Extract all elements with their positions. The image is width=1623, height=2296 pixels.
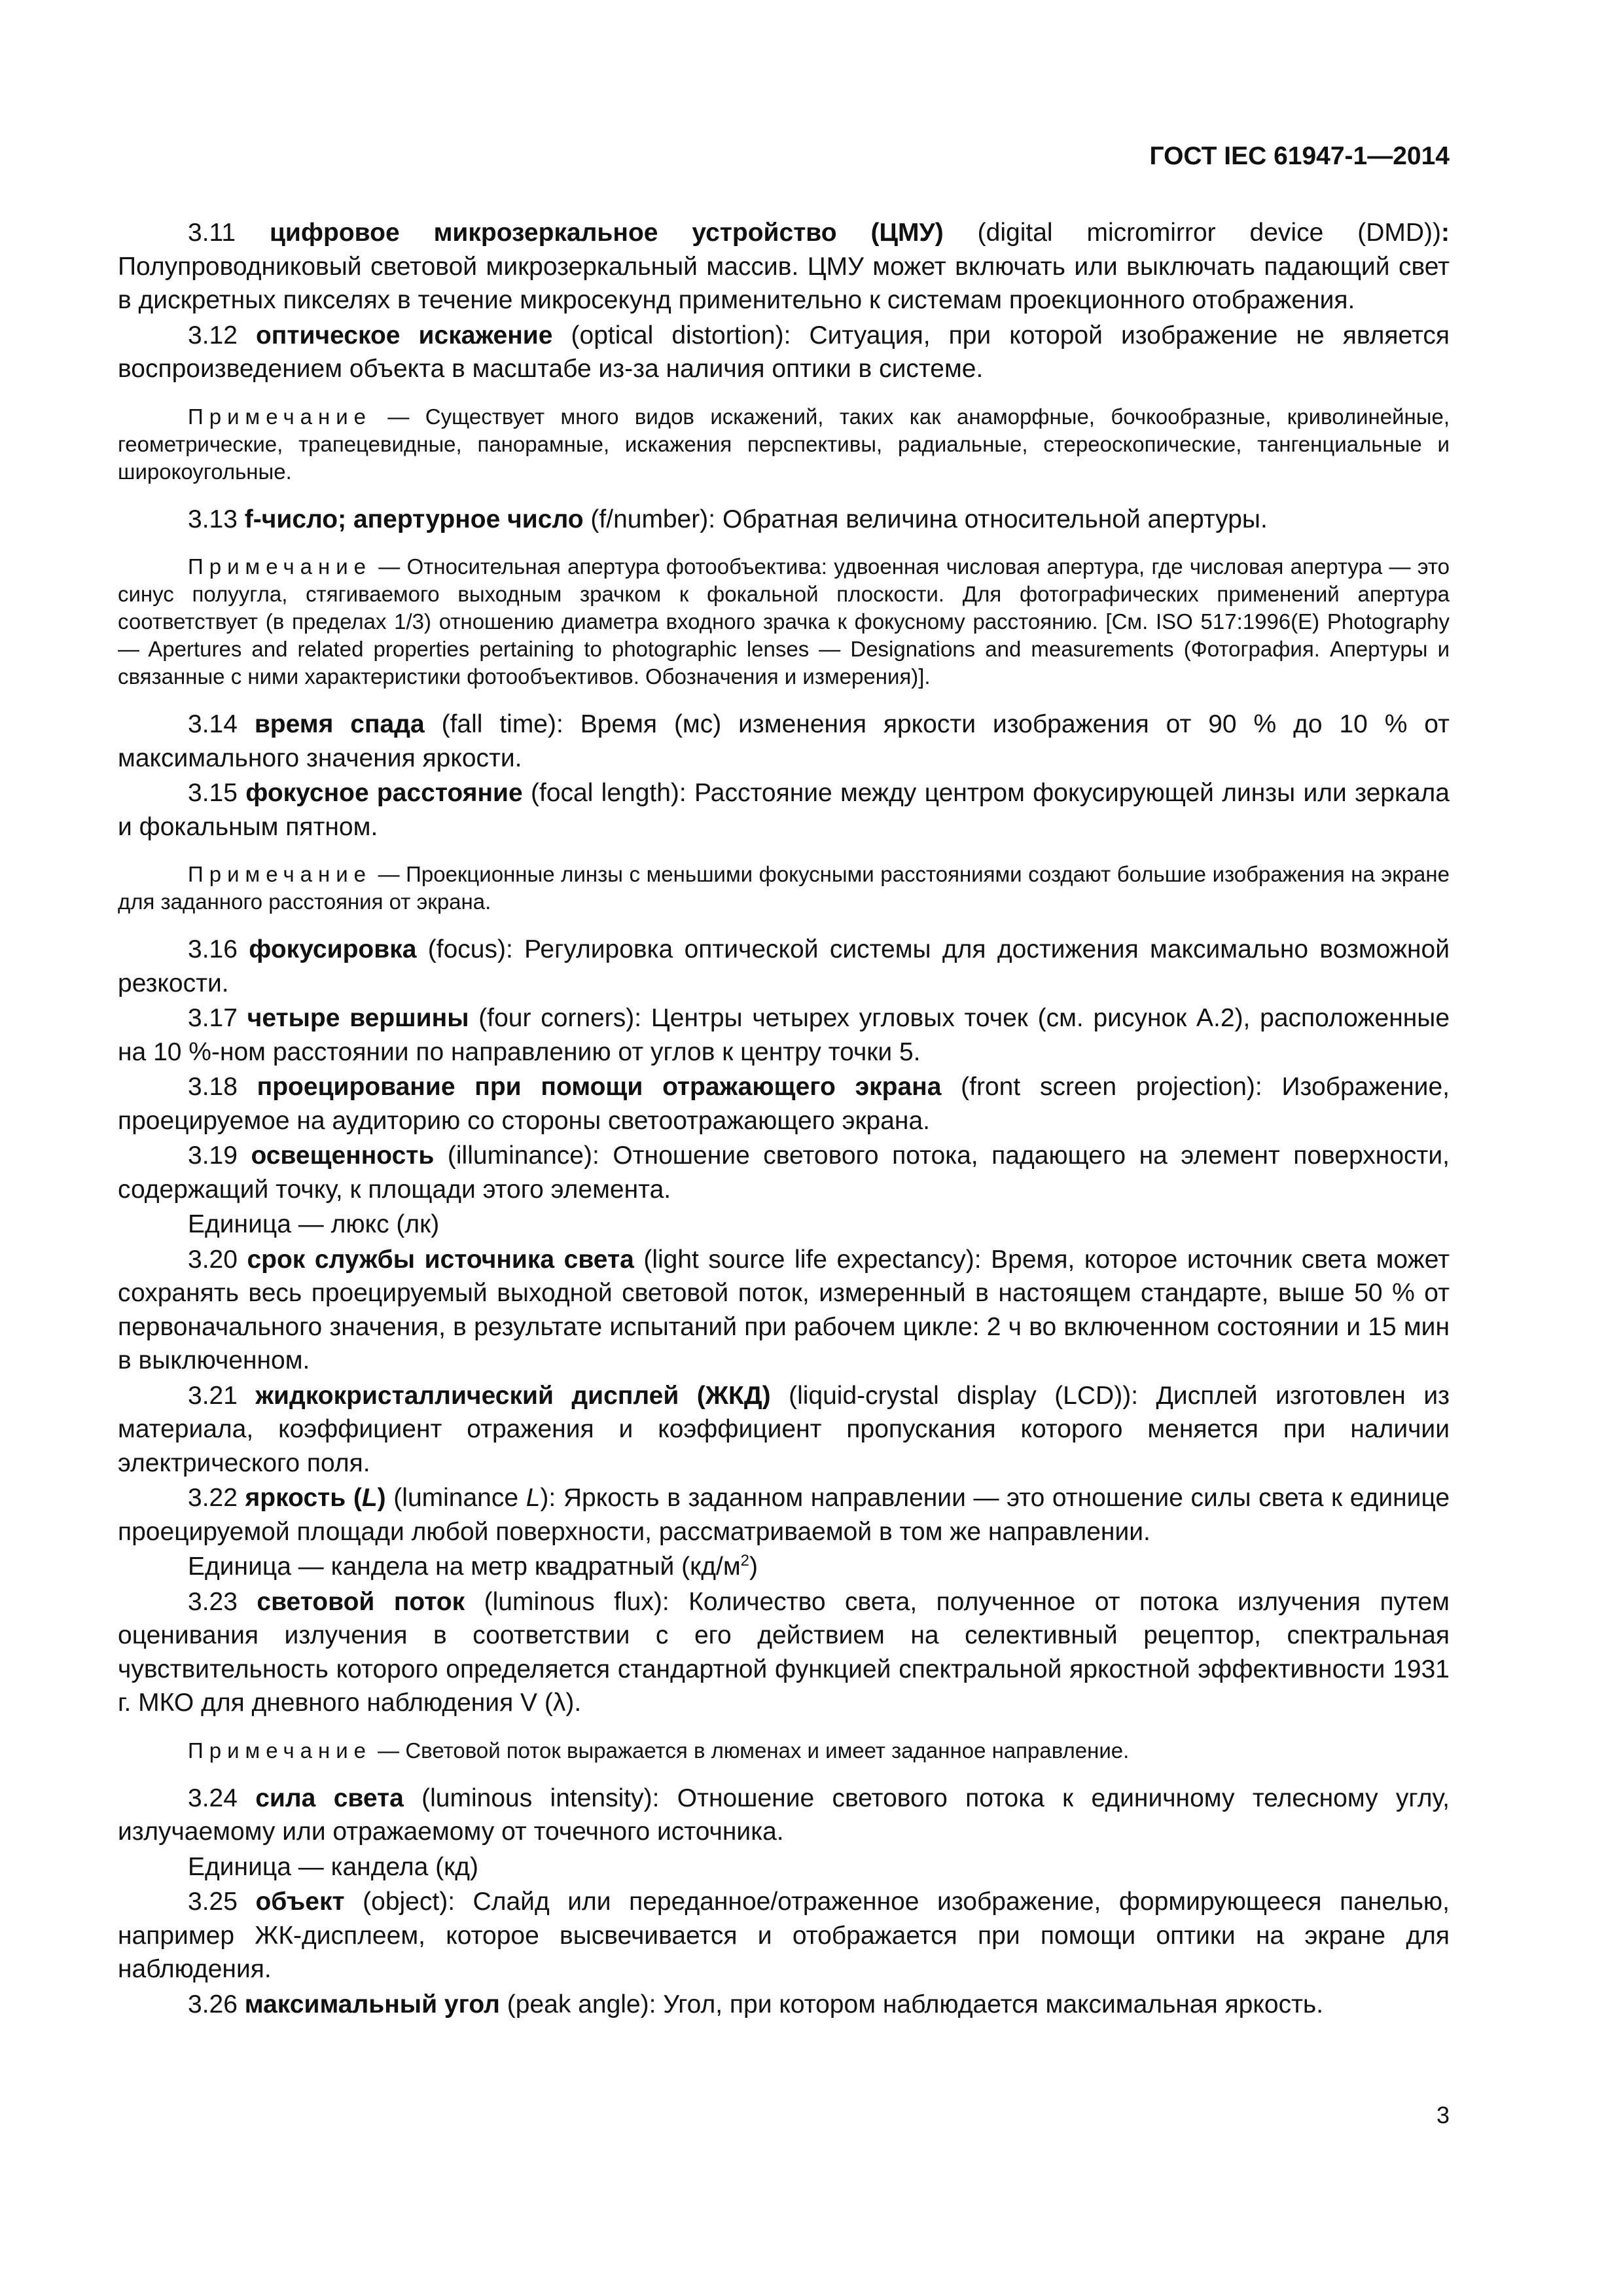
- note-label: Примечание: [188, 554, 372, 579]
- term-title: проецирование при помощи отражающего экрана: [257, 1073, 942, 1101]
- term-number: 3.14: [188, 710, 238, 738]
- term-number: 3.23: [188, 1587, 238, 1616]
- term-definition: : Угол, при котором наблюдается максимальная яркость.: [649, 1990, 1324, 2018]
- unit-3-22: [118, 1550, 1450, 1584]
- term-definition: : Время (мс) изменения яркости изображения от 90 % до 10 % от максимального значения яркости.: [118, 710, 1450, 772]
- term-number: 3.12: [188, 321, 238, 350]
- term-3-21: [118, 1379, 1450, 1480]
- term-3-26: [118, 1988, 1450, 2022]
- term-english: (light source life expectancy): [643, 1245, 974, 1274]
- term-title: срок службы источника света: [247, 1245, 634, 1274]
- note-text: — Относительная апертура фотообъектива: удвоенная числовая апертура, где числовая апертура — это синус полуугла, стягиваемого выходным зрачком к фокальной плоскости. Для фотографических применений апертура соответствует (в пределах 1/3) отношению диаметра входного зрачка к фокусному расстоянию. [См. ISO 517:1996(E) Photography — Apertures and related properties pertaining to photographic lenses — Designations and measurements (Фотография. Апертуры и связанные с ними характеристики фотообъективов. Обозначения и измерения)].: [118, 554, 1450, 689]
- term-definition: : Ситуация, при которой изображение не является воспроизведением объекта в масштабе из-за наличия оптики в системе.: [118, 321, 1450, 383]
- term-title: фокусное расстояние: [245, 779, 523, 807]
- term-title-symbol: L: [361, 1484, 378, 1512]
- term-english: (object): [363, 1888, 448, 1916]
- term-number: 3.20: [188, 1245, 238, 1274]
- term-number: 3.24: [188, 1784, 238, 1812]
- term-title: время спада: [254, 710, 425, 738]
- term-title: максимальный угол: [244, 1990, 500, 2018]
- term-definition: : Расстояние между центром фокусирующей линзы или зеркала и фокальным пятном.: [118, 779, 1450, 841]
- term-definition: : Слайд или переданное/отраженное изображение, формирующееся панелью, например ЖК-дисплеем, которое высвечивается и отображается при помощи оптики на экране для наблюдения.: [118, 1888, 1450, 1983]
- term-definition: : Регулировка оптической системы для достижения максимально возможной резкости.: [118, 935, 1450, 997]
- term-number: 3.26: [188, 1990, 238, 2018]
- term-title: цифровое микрозеркальное устройство (ЦМУ): [269, 219, 944, 247]
- term-english-symbol: L: [526, 1484, 541, 1512]
- unit-text: Единица — кандела на метр квадратный (кд/м: [188, 1552, 741, 1581]
- term-3-19: [118, 1139, 1450, 1206]
- note-3-15: [118, 861, 1450, 916]
- unit-superscript: 2: [740, 1552, 749, 1570]
- term-english: (peak angle): [507, 1990, 649, 2018]
- term-colon: :: [1441, 219, 1450, 247]
- term-definition: : Обратная величина относительной апертуры.: [708, 505, 1268, 533]
- term-english: (digital micromirror device (DMD)): [977, 219, 1441, 247]
- term-english: (focal length): [531, 779, 679, 807]
- note-text: — Световой поток выражается в люменах и имеет заданное направление.: [372, 1738, 1130, 1763]
- term-3-11: [118, 216, 1450, 317]
- term-english: (luminous flux): [484, 1587, 662, 1616]
- term-3-25: [118, 1885, 1450, 1986]
- term-title: объект: [255, 1888, 345, 1916]
- term-definition: : Время, которое источник света может сохранять весь проецируемый выходной световой поток, измеренный в настоящем стандарте, выше 50 % от первоначального значения, в результате испытаний при рабочем цикле: 2 ч во включенном состоянии и 15 мин в выключенном.: [118, 1245, 1450, 1374]
- term-definition: : Изображение, проецируемое на аудиторию со стороны светоотражающего экрана.: [118, 1073, 1450, 1135]
- term-3-23: [118, 1585, 1450, 1720]
- term-number: 3.13: [188, 505, 238, 533]
- note-label: Примечание: [188, 862, 372, 886]
- term-3-24: [118, 1782, 1450, 1849]
- term-definition: : Отношение светового потока к единичному телесному углу, излучаемому или отражаемому от точечного источника.: [118, 1784, 1450, 1846]
- term-english-part: ): [540, 1484, 549, 1512]
- term-title: f-число; апертурное число: [244, 505, 584, 533]
- term-number: 3.21: [188, 1381, 238, 1410]
- term-title: сила света: [255, 1784, 404, 1812]
- note-3-13: [118, 553, 1450, 691]
- term-english: (f/number): [590, 505, 709, 533]
- term-number: 3.22: [188, 1484, 238, 1512]
- term-3-17: [118, 1001, 1450, 1069]
- term-title: жидкокристаллический дисплей (ЖКД): [255, 1381, 771, 1410]
- term-title-part: ): [377, 1484, 386, 1512]
- term-definition: : Дисплей изготовлен из материала, коэффициент отражения и коэффициент пропускания которого меняется при наличии электрического поля.: [118, 1381, 1450, 1477]
- term-number: 3.18: [188, 1073, 238, 1101]
- term-title: освещенность: [251, 1141, 435, 1170]
- term-number: 3.16: [188, 935, 238, 963]
- term-definition: : Центры четырех угловых точек (см. рисунок А.2), расположенные на 10 %-ном расстоянии по направлению от углов к центру точки 5.: [118, 1004, 1450, 1066]
- term-3-13: [118, 503, 1450, 537]
- term-title: фокусировка: [249, 935, 417, 963]
- term-title: [245, 1484, 386, 1512]
- term-title: оптическое искажение: [255, 321, 553, 350]
- term-english: (illuminance): [447, 1141, 592, 1170]
- term-english: [393, 1484, 548, 1512]
- unit-3-19: Единица — люкс (лк): [188, 1210, 440, 1238]
- term-title: световой поток: [257, 1587, 465, 1616]
- term-number: 3.17: [188, 1004, 238, 1032]
- term-english: (fall time): [441, 710, 556, 738]
- term-english: (luminous intensity): [421, 1784, 652, 1812]
- term-english-part: (luminance: [393, 1484, 526, 1512]
- term-3-15: [118, 776, 1450, 844]
- note-label: Примечание: [188, 404, 372, 429]
- term-number: 3.25: [188, 1888, 238, 1916]
- note-text: — Существует много видов искажений, таких как анаморфные, бочкообразные, криволинейные, геометрические, трапецевидные, панорамные, искажения перспективы, радиальные, стереоскопические, тангенциальные и широкоугольные.: [118, 404, 1450, 484]
- term-3-22: [118, 1481, 1450, 1549]
- term-english: (liquid-crystal display (LCD)): [789, 1381, 1132, 1410]
- term-number: 3.15: [188, 779, 238, 807]
- page-number: 3: [1436, 2102, 1450, 2128]
- term-number: 3.11: [188, 219, 236, 247]
- term-english: (focus): [427, 935, 506, 963]
- note-label: Примечание: [188, 1738, 372, 1763]
- standard-header: ГОСТ IEC 61947-1—2014: [1149, 142, 1450, 170]
- unit-text-end: ): [749, 1552, 758, 1581]
- term-definition: : Количество света, полученное от потока излучения путем оценивания излучения в соответствии с его действием на селективный рецептор, спектральная чувствительность которого определяется стандартной функцией спектральной яркостной эффективности 1931 г. МКО для дневного наблюдения V (λ).: [118, 1587, 1450, 1717]
- term-3-16: [118, 933, 1450, 1000]
- term-3-20: [118, 1243, 1450, 1378]
- term-definition: Полупроводниковый световой микрозеркальный массив. ЦМУ может включать или выключать падающий свет в дискретных пикселях в течение микросекунд применительно к системам проекционного отображения.: [118, 252, 1450, 314]
- term-3-18: [118, 1070, 1450, 1138]
- term-definition: : Яркость в заданном направлении — это отношение силы света к единице проецируемой площади любой поверхности, рассматриваемой в том же направлении.: [118, 1484, 1450, 1546]
- note-3-12: [118, 403, 1450, 486]
- term-english: (optical distortion): [571, 321, 784, 350]
- term-english: (front screen projection): [961, 1073, 1255, 1101]
- note-3-23: [118, 1737, 1450, 1765]
- term-number: 3.19: [188, 1141, 238, 1170]
- term-title-part: яркость (: [245, 1484, 362, 1512]
- term-definition: : Отношение светового потока, падающего на элемент поверхности, содержащий точку, к площади этого элемента.: [118, 1141, 1450, 1204]
- term-3-14: [118, 708, 1450, 775]
- unit-3-24: Единица — кандела (кд): [188, 1852, 478, 1881]
- term-title: четыре вершины: [247, 1004, 469, 1032]
- term-english: (four corners): [478, 1004, 635, 1032]
- note-text: — Проекционные линзы с меньшими фокусными расстояниями создают большие изображения на экране для заданного расстояния от экрана.: [118, 862, 1450, 914]
- term-3-12: [118, 319, 1450, 386]
